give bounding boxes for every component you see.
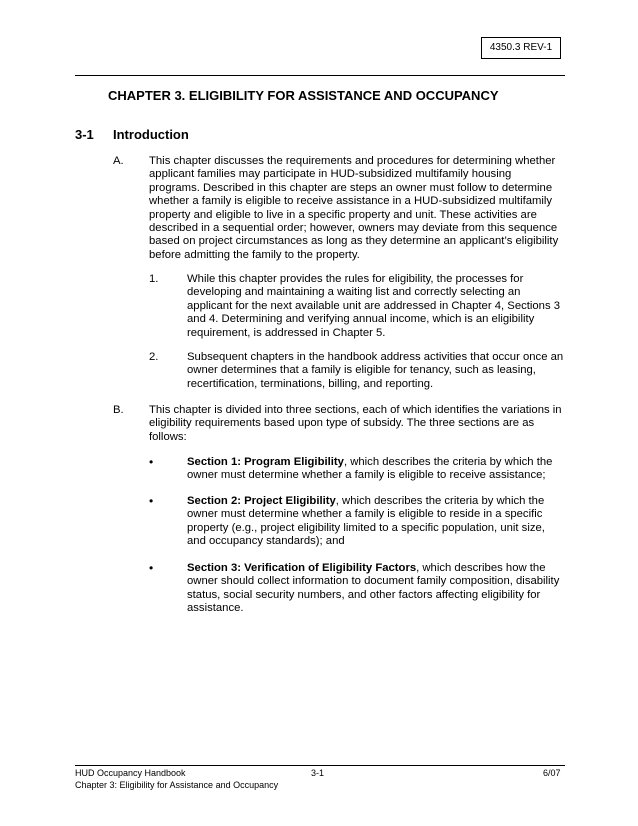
footer-date: 6/07 xyxy=(543,768,561,778)
bullet-3-text: , which describes how the owner should collect information to document family composition, disability status, social security numbers, and other factors affecting eligibility for assistance. xyxy=(187,562,560,615)
bullet-3-heading: Section 3: Verification of Eligibility Factors xyxy=(187,562,417,574)
section-number: 3-1 xyxy=(75,127,94,142)
bullet-1-heading: Section 1: Program Eligibility xyxy=(187,456,344,468)
bullet-2-symbol: • xyxy=(149,494,154,508)
item-1-marker: 1. xyxy=(149,273,159,285)
bullet-1 xyxy=(187,456,565,483)
bullet-3-symbol: • xyxy=(149,561,154,575)
footer-page-number: 3-1 xyxy=(311,768,325,778)
item-2-marker: 2. xyxy=(149,351,159,363)
item-1-text: While this chapter provides the rules for eligibility, the processes for developing and maintaining a waiting list and correctly selecting an applicant for the next available unit are addressed in Chapter 4, Sections 3 and 4. Determining and verifying annual income, which is an eligibility requirement, is addressed in Chapter 5. xyxy=(187,273,561,339)
paragraph-a-marker: A. xyxy=(113,155,124,167)
section-title: Introduction xyxy=(113,127,189,142)
bullet-2 xyxy=(187,495,565,549)
bullet-1-symbol: • xyxy=(149,455,154,469)
header-rule xyxy=(75,75,565,76)
bullet-1-text: , which describes the criteria by which the owner must determine whether a family is eligible to receive assistance; xyxy=(187,456,553,482)
footer-chapter-title: Chapter 3: Eligibility for Assistance and Occupancy xyxy=(75,780,279,790)
bullet-3 xyxy=(187,562,565,616)
chapter-title: CHAPTER 3. ELIGIBILITY FOR ASSISTANCE AND OCCUPANCY xyxy=(108,88,499,103)
bullet-2-heading: Section 2: Project Eligibility xyxy=(187,495,336,507)
item-2-text: Subsequent chapters in the handbook address activities that occur once an owner determines that a family is eligible for tenancy, such as leasing, recertification, terminations, billing, and reporting. xyxy=(187,351,564,390)
footer-handbook-title: HUD Occupancy Handbook xyxy=(75,768,186,778)
bullet-2-text: , which describes the criteria by which the owner must determine whether a family is eligible to reside in a specific property (e.g., project eligibility limited to a specific population, unit size, and occupancy standards); and xyxy=(187,495,545,548)
paragraph-b-marker: B. xyxy=(113,404,124,416)
footer-rule xyxy=(75,765,565,766)
paragraph-a-text: This chapter discusses the requirements and procedures for determining whether applicant families may participate in HUD-subsidized multifamily housing programs. Described in this chapter are steps an owner must follow to determine whether a family is eligible to receive assistance in a HUD-subsidized multifamily property and eligible to live in a specific property and unit. These activities are described in a sequential order; however, owners may deviate from this sequence based on project circumstances as long as they determine an applicant’s eligibility before admitting the family to the property. xyxy=(149,155,559,261)
paragraph-b-text: This chapter is divided into three sections, each of which identifies the variations in eligibility requirements based upon type of subsidy. The three sections are as follows: xyxy=(149,404,562,443)
document-number-box: 4350.3 REV-1 xyxy=(481,37,561,59)
